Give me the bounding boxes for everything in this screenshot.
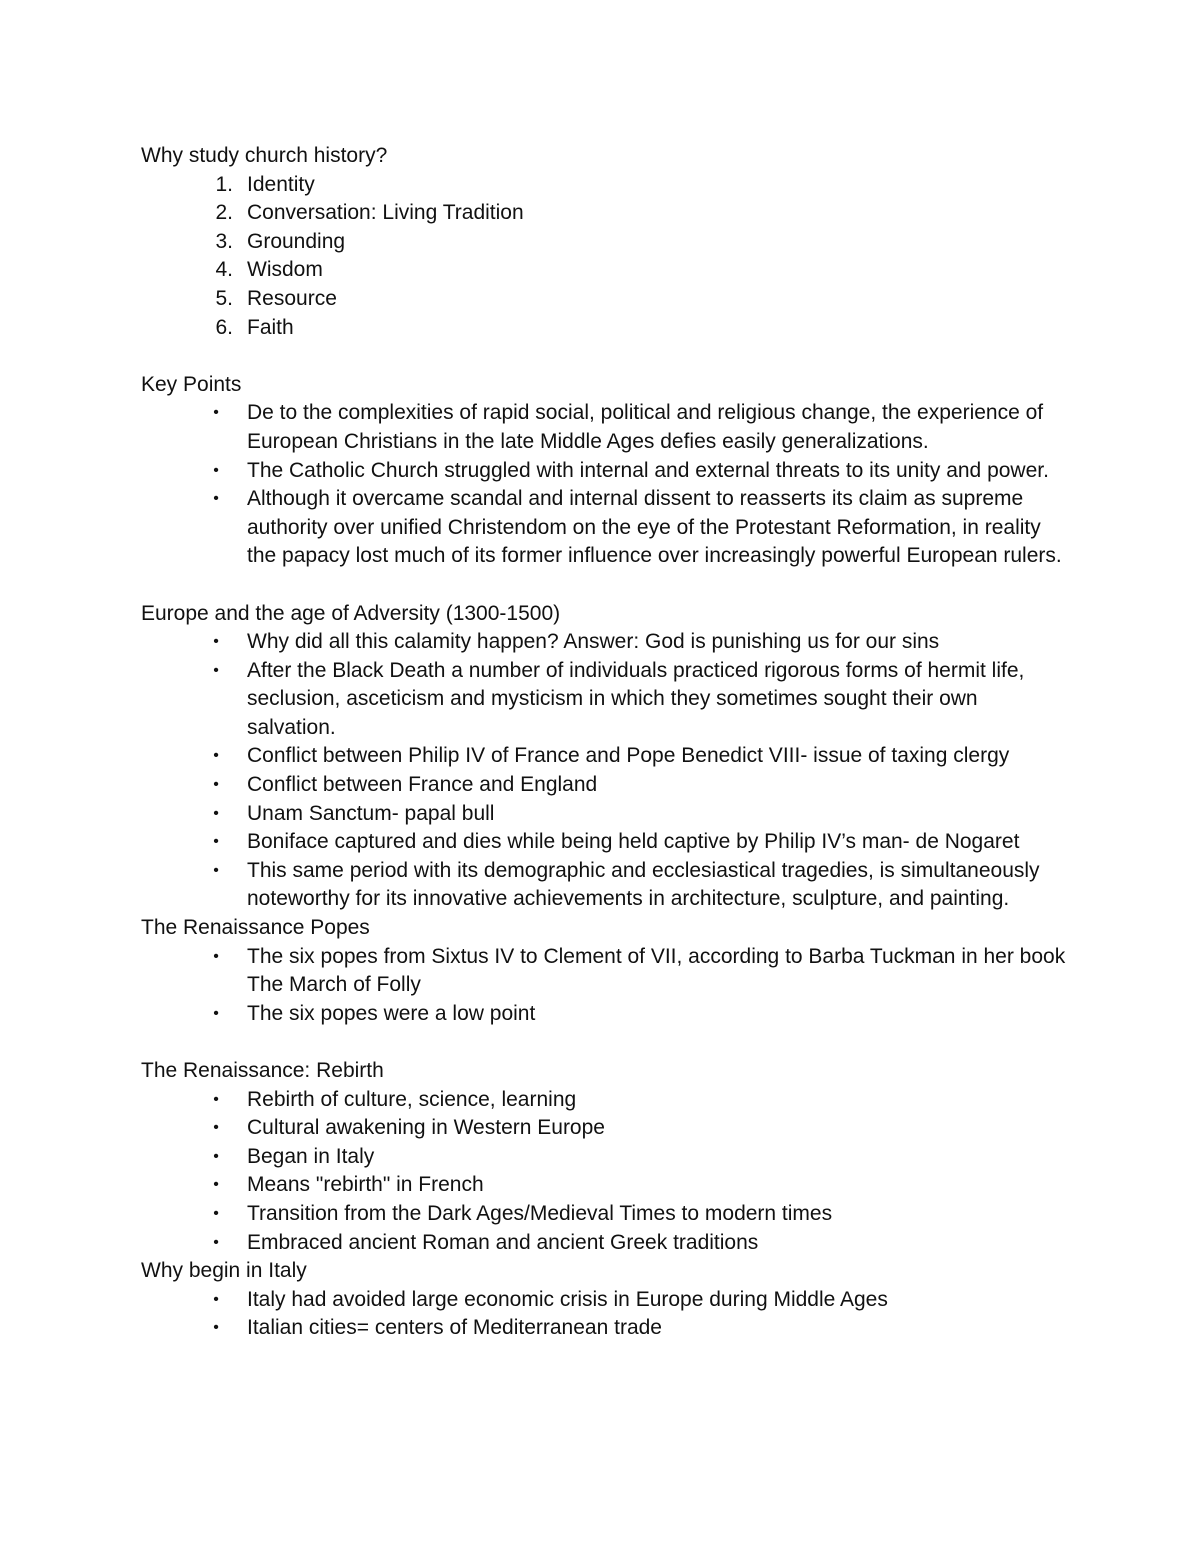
list-item bbox=[141, 628, 1071, 657]
bullet-icon: • bbox=[213, 404, 219, 422]
section-heading: The Renaissance: Rebirth bbox=[141, 1059, 384, 1082]
list-item-text: Rebirth of culture, science, learning bbox=[247, 1087, 577, 1111]
list-item bbox=[141, 771, 1071, 800]
list-item-text: Means "rebirth" in French bbox=[247, 1173, 484, 1197]
list-item-text: Grounding bbox=[247, 229, 346, 253]
bullet-icon: • bbox=[213, 833, 219, 851]
list-item-text: Unam Sanctum- papal bull bbox=[247, 801, 495, 825]
list-item bbox=[141, 285, 1071, 314]
list-item-text: Began in Italy bbox=[247, 1144, 375, 1168]
list-item-text: Wisdom bbox=[247, 258, 323, 282]
section-heading: Why begin in Italy bbox=[141, 1259, 307, 1283]
section-heading: Why study church history? bbox=[141, 144, 388, 167]
list-item bbox=[141, 1286, 1071, 1315]
bullet-icon: • bbox=[213, 747, 219, 765]
bullet-icon: • bbox=[213, 1319, 219, 1337]
list-number: 2. bbox=[215, 201, 233, 225]
section-why-study-church-history bbox=[141, 142, 1071, 342]
list-item bbox=[141, 1000, 1071, 1029]
list-item bbox=[141, 399, 1071, 456]
list-item bbox=[141, 314, 1071, 343]
paragraph-spacer bbox=[141, 1028, 1071, 1057]
list-item-text: Conversation: Living Tradition bbox=[247, 201, 524, 225]
list-item-text: Identity bbox=[247, 172, 315, 196]
section-key-points bbox=[141, 371, 1071, 571]
bullet-icon: • bbox=[213, 1004, 219, 1022]
list-item-text: Although it overcame scandal and internal dissent to reasserts its claim as supreme authority over unified Christendom on the eye of the Protestant Reformation, in reality the papacy lost much of its former influence over increasingly powerful European rulers. bbox=[247, 487, 1062, 568]
list-item-text: Boniface captured and dies while being held captive by Philip IV’s man- de Nogaret bbox=[247, 830, 1020, 854]
paragraph-spacer bbox=[141, 342, 1071, 371]
list-item bbox=[141, 800, 1071, 829]
list-item-text: Resource bbox=[247, 286, 337, 310]
list-item-text: The six popes from Sixtus IV to Clement of VII, according to Barba Tuckman in her book The March of Folly bbox=[247, 944, 1066, 997]
bullet-icon: • bbox=[213, 947, 219, 965]
list-item bbox=[141, 171, 1071, 200]
list-item bbox=[141, 742, 1071, 771]
list-number: 1. bbox=[215, 172, 233, 196]
bullet-icon: • bbox=[213, 1147, 219, 1165]
bullet-list bbox=[141, 1286, 1071, 1343]
list-item bbox=[141, 943, 1071, 1000]
list-item-text: Why did all this calamity happen? Answer: God is punishing us for our sins bbox=[247, 630, 940, 654]
bullet-list bbox=[141, 943, 1071, 1029]
bullet-icon: • bbox=[213, 1090, 219, 1108]
list-item bbox=[141, 485, 1071, 571]
list-item-text: Embraced ancient Roman and ancient Greek traditions bbox=[247, 1230, 759, 1254]
list-item bbox=[141, 1114, 1071, 1143]
list-item bbox=[141, 1143, 1071, 1172]
list-item-text: Italian cities= centers of Mediterranean trade bbox=[247, 1316, 662, 1340]
list-item bbox=[141, 256, 1071, 285]
list-item-text: The six popes were a low point bbox=[247, 1001, 536, 1025]
bullet-icon: • bbox=[213, 861, 219, 879]
bullet-icon: • bbox=[213, 661, 219, 679]
list-item-text: Conflict between Philip IV of France and Pope Benedict VIII- issue of taxing clergy bbox=[247, 744, 1010, 768]
bullet-icon: • bbox=[213, 1176, 219, 1194]
bullet-list bbox=[141, 628, 1071, 914]
list-item bbox=[141, 199, 1071, 228]
list-item bbox=[141, 1314, 1071, 1343]
list-item bbox=[141, 1086, 1071, 1115]
list-item-text: Faith bbox=[247, 315, 294, 339]
bullet-icon: • bbox=[213, 461, 219, 479]
document-body bbox=[141, 142, 1071, 1343]
list-number: 3. bbox=[215, 229, 233, 253]
section-heading: Europe and the age of Adversity (1300-1500) bbox=[141, 601, 561, 625]
section-europe-age-of-adversity bbox=[141, 600, 1071, 915]
bullet-list bbox=[141, 1086, 1071, 1258]
list-item bbox=[141, 828, 1071, 857]
bullet-icon: • bbox=[213, 1290, 219, 1308]
list-number: 5. bbox=[215, 286, 233, 310]
list-item-text: Transition from the Dark Ages/Medieval Times to modern times bbox=[247, 1201, 833, 1225]
list-item-text: After the Black Death a number of individuals practiced rigorous forms of hermit life, seclusion, asceticism and mysticism in which they sometimes sought their own salvation. bbox=[247, 658, 1025, 739]
section-heading: The Renaissance Popes bbox=[141, 916, 370, 940]
numbered-list bbox=[141, 171, 1071, 343]
bullet-icon: • bbox=[213, 776, 219, 794]
list-item bbox=[141, 1200, 1071, 1229]
bullet-icon: • bbox=[213, 490, 219, 508]
list-number: 4. bbox=[215, 258, 233, 282]
list-item bbox=[141, 857, 1071, 914]
section-renaissance-rebirth bbox=[141, 1057, 1071, 1257]
bullet-icon: • bbox=[213, 633, 219, 651]
paragraph-spacer bbox=[141, 571, 1071, 600]
list-item bbox=[141, 1171, 1071, 1200]
bullet-icon: • bbox=[213, 1204, 219, 1222]
section-renaissance-popes bbox=[141, 914, 1071, 1028]
list-item-text: The Catholic Church struggled with internal and external threats to its unity and power. bbox=[247, 458, 1049, 482]
list-item-text: Cultural awakening in Western Europe bbox=[247, 1116, 605, 1140]
section-heading: Key Points bbox=[141, 372, 242, 396]
list-item-text: De to the complexities of rapid social, political and religious change, the experience of European Christians in the late Middle Ages defies easily generalizations. bbox=[247, 401, 1044, 453]
bullet-icon: • bbox=[213, 804, 219, 822]
bullet-icon: • bbox=[213, 1119, 219, 1137]
list-item bbox=[141, 1229, 1071, 1258]
list-item-text: Conflict between France and England bbox=[247, 773, 598, 797]
bullet-list bbox=[141, 399, 1071, 571]
list-item bbox=[141, 457, 1071, 486]
bullet-icon: • bbox=[213, 1233, 219, 1251]
list-item-text: This same period with its demographic and ecclesiastical tragedies, is simultaneously noteworthy for its innovative achievements in architecture, sculpture, and painting. bbox=[247, 858, 1040, 911]
list-item bbox=[141, 228, 1071, 257]
list-number: 6. bbox=[215, 315, 233, 339]
section-why-begin-in-italy bbox=[141, 1257, 1071, 1343]
list-item bbox=[141, 657, 1071, 743]
list-item-text: Italy had avoided large economic crisis in Europe during Middle Ages bbox=[247, 1287, 888, 1311]
